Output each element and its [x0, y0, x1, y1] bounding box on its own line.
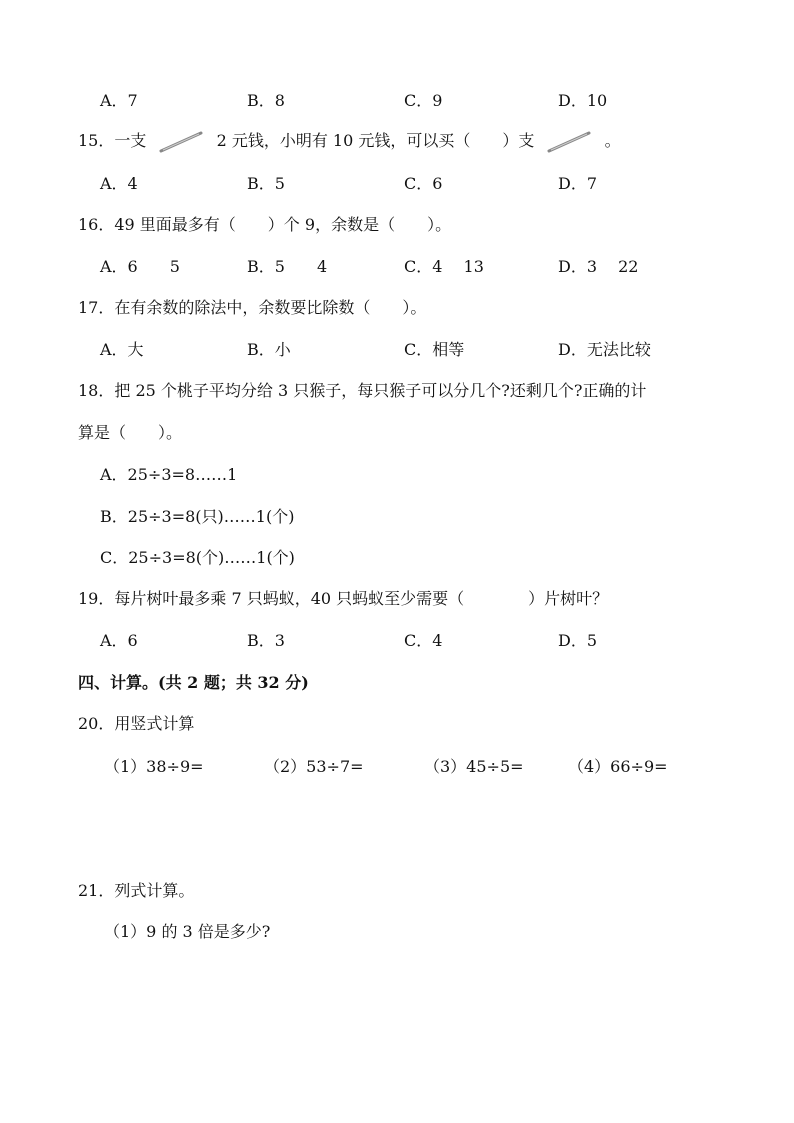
q17-option-c: C．相等 — [404, 340, 465, 359]
q17-option-b: B．小 — [247, 340, 291, 359]
section-heading: 四、计算。(共 2 题；共 32 分) — [78, 673, 309, 692]
q15-option-a: A．4 — [100, 174, 138, 193]
q19-option-c: C．4 — [404, 631, 443, 650]
q20-item-2: （2）53÷7= — [264, 757, 364, 776]
q15-option-d: D．7 — [558, 174, 598, 193]
q17-option-a: A．大 — [100, 340, 144, 359]
q18-option-b: B．25÷3=8(只)……1(个) — [100, 507, 295, 526]
q21-question: 21．列式计算。 — [78, 881, 195, 900]
q16-option-b: B．5 4 — [247, 257, 328, 276]
q18-question-line2: 算是（ ）。 — [78, 423, 183, 442]
q17-question: 17．在有余数的除法中，余数要比除数（ ）。 — [78, 298, 427, 317]
q15-option-c: C．6 — [404, 174, 443, 193]
q15-text-part2: 2 元钱，小明有 10 元钱，可以买（ ）支 — [216, 131, 535, 150]
q15-text-part1: 一支 — [114, 131, 147, 150]
q15-number: 15． — [78, 131, 115, 150]
q19-option-b: B．3 — [247, 631, 285, 650]
q18-question-line1: 18．把 25 个桃子平均分给 3 只猴子，每只猴子可以分几个?还剩几个?正确的计 — [78, 381, 647, 400]
q16-question: 16．49 里面最多有（ ）个 9，余数是（ ）。 — [78, 215, 452, 234]
pencil-icon — [157, 129, 205, 155]
q15-question — [78, 128, 621, 155]
q20-item-1: （1）38÷9= — [104, 757, 204, 776]
q16-option-a: A．6 5 — [100, 257, 180, 276]
q21-item-1: （1）9 的 3 倍是多少? — [104, 922, 271, 941]
q20-item-4: （4）66÷9= — [568, 757, 668, 776]
q14-option-a: A．7 — [100, 91, 138, 110]
q14-option-d: D．10 — [558, 91, 608, 110]
pencil-icon — [545, 129, 593, 155]
q18-option-a: A．25÷3=8……1 — [100, 465, 238, 484]
q18-option-c: C．25÷3=8(个)……1(个) — [100, 548, 295, 567]
q15-text-part3: 。 — [604, 131, 621, 150]
q16-option-d: D．3 22 — [558, 257, 639, 276]
q16-option-c: C．4 13 — [404, 257, 484, 276]
q14-option-c: C．9 — [404, 91, 443, 110]
q15-option-b: B．5 — [247, 174, 285, 193]
q19-question: 19．每片树叶最多乘 7 只蚂蚁，40 只蚂蚁至少需要（ ）片树叶？ — [78, 589, 609, 608]
q19-option-a: A．6 — [100, 631, 138, 650]
q20-question: 20．用竖式计算 — [78, 714, 195, 733]
q19-option-d: D．5 — [558, 631, 598, 650]
q17-option-d: D．无法比较 — [558, 340, 651, 359]
q14-option-b: B．8 — [247, 91, 285, 110]
q20-item-3: （3）45÷5= — [424, 757, 524, 776]
